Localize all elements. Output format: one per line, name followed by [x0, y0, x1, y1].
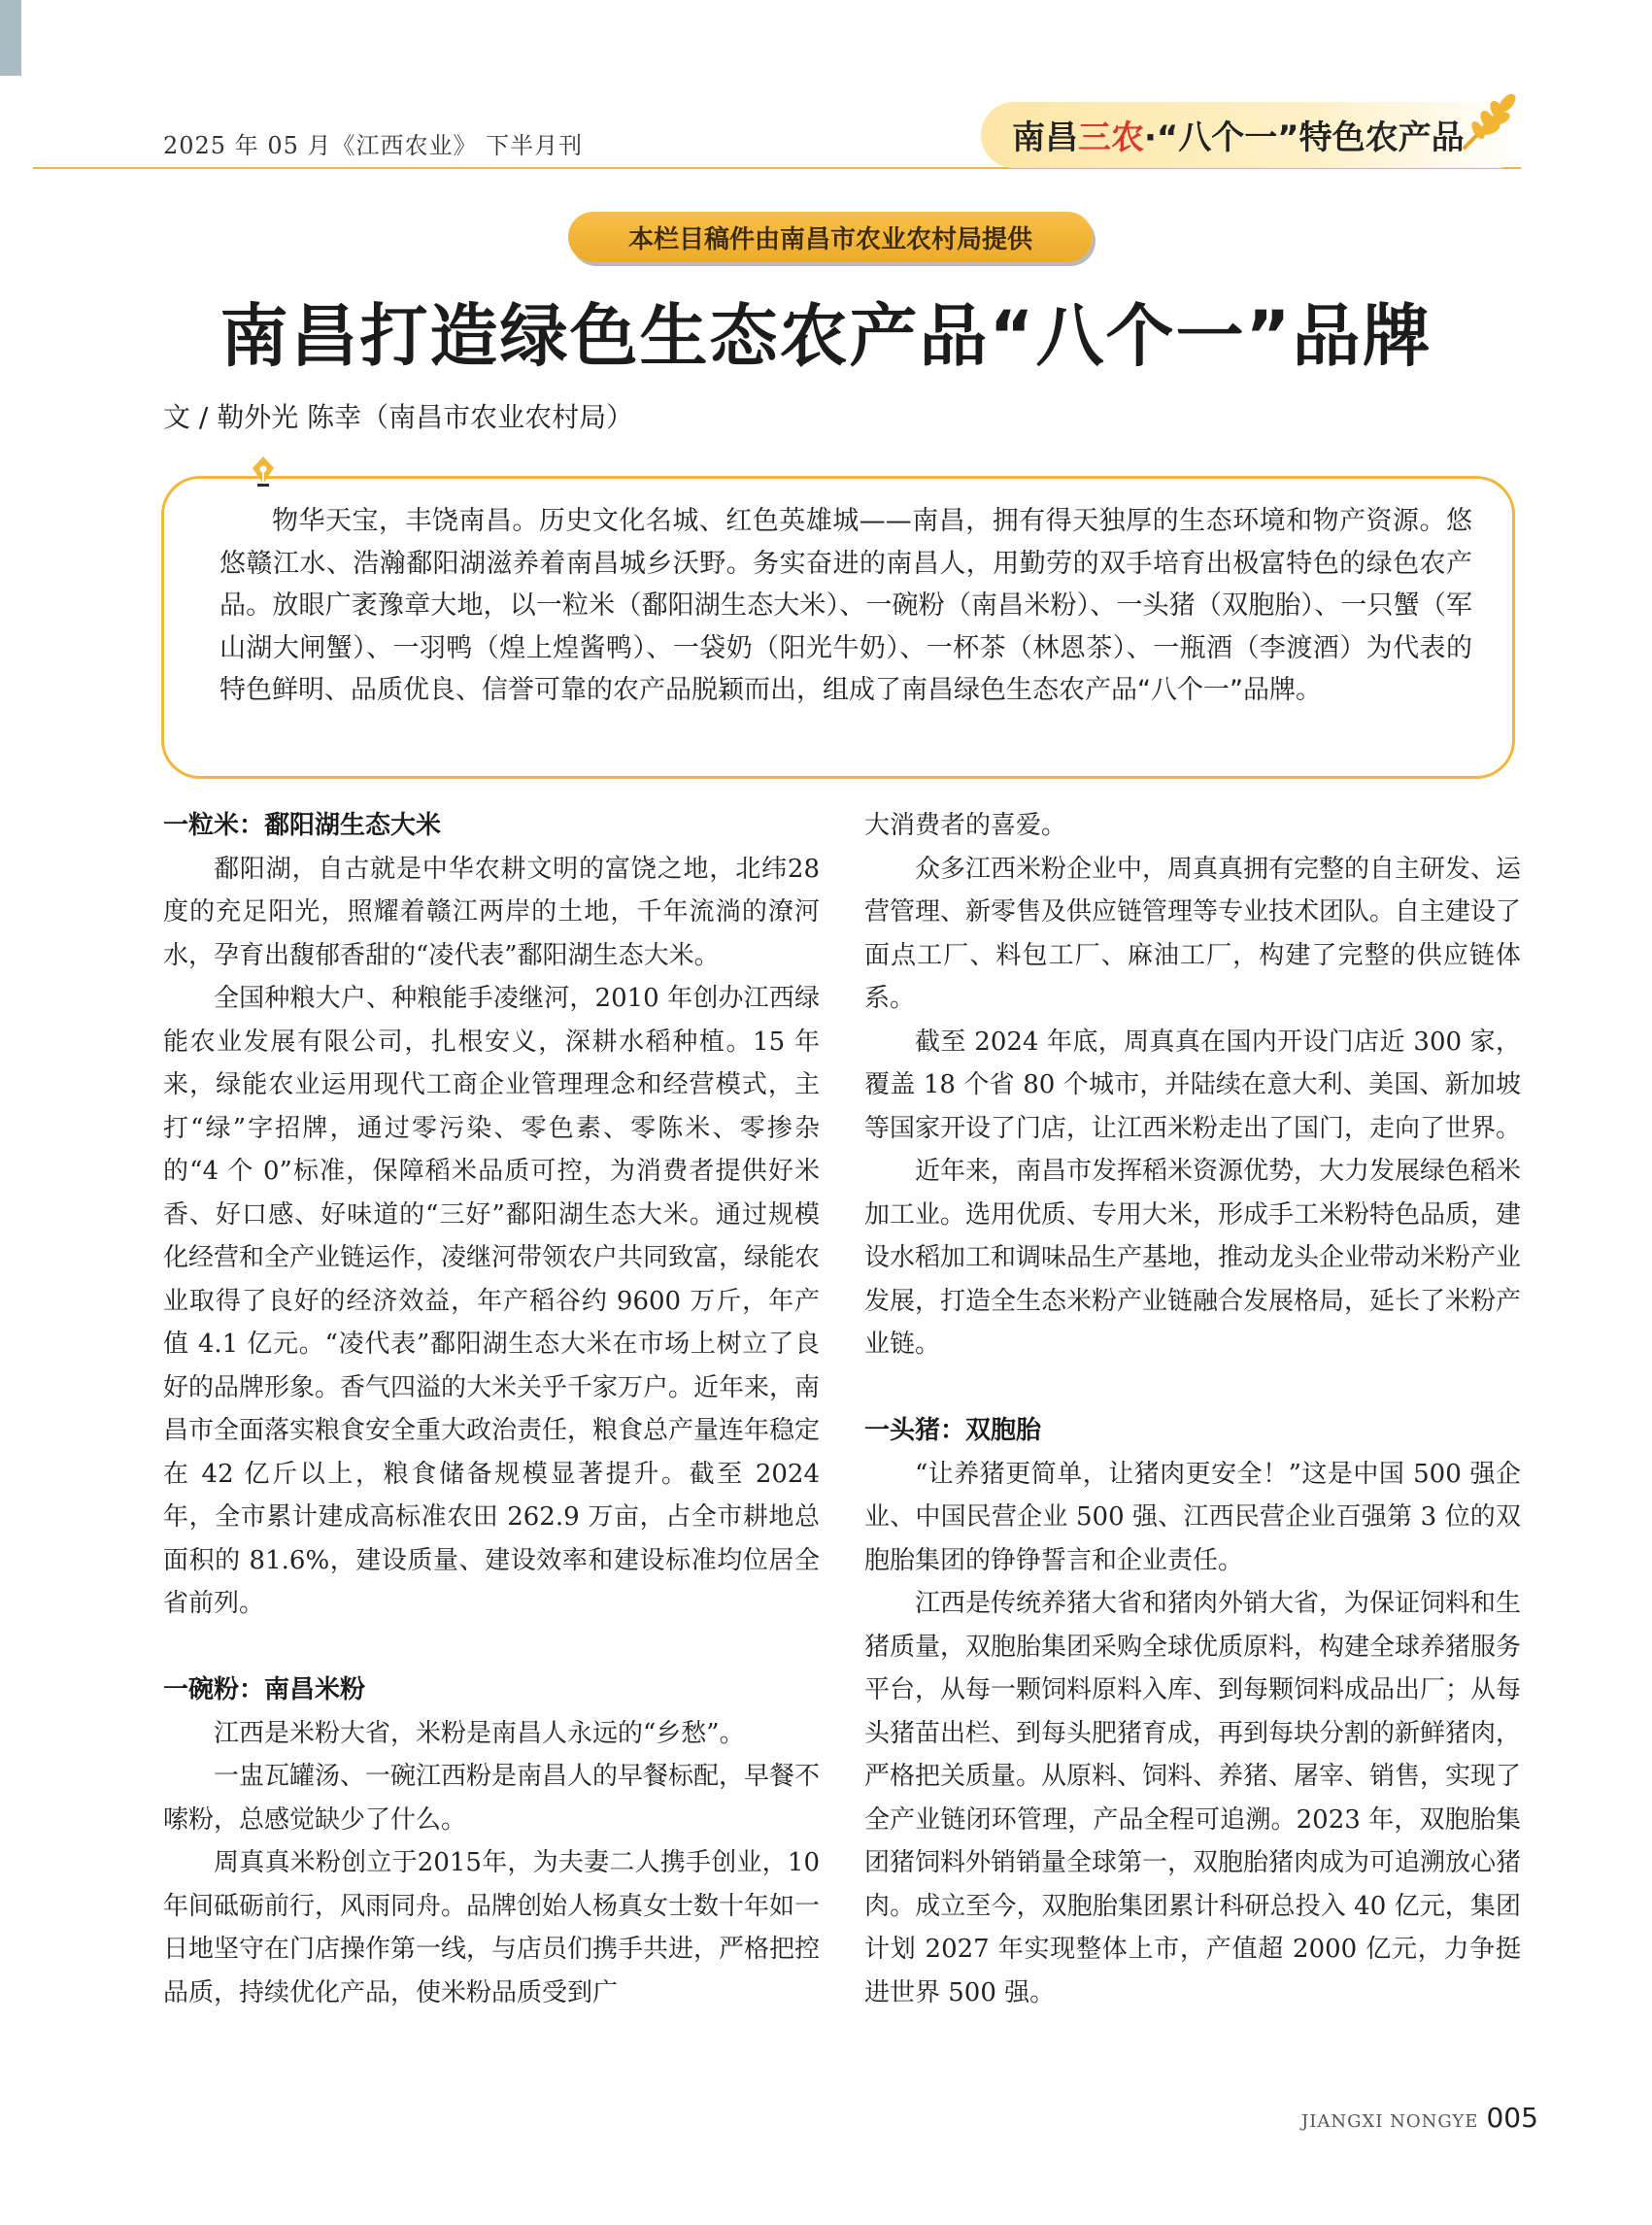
column-name-rest: ·“八个一”特色农产品 — [1144, 118, 1465, 157]
paragraph-continued: 大消费者的喜爱。 — [864, 811, 1067, 840]
section-heading-rice-noodle: 一碗粉：南昌米粉 — [163, 1675, 366, 1704]
byline: 文 / 勒外光 陈幸（南昌市农业农村局） — [163, 401, 634, 433]
column-name-prefix: 南昌 — [1012, 118, 1078, 157]
left-column — [163, 804, 820, 2014]
column-name — [1012, 111, 1465, 158]
article-title: 南昌打造绿色生态农产品“八个一”品牌 — [219, 296, 1433, 376]
paragraph: 全国种粮大户、种粮能手凌继河，2010 年创办江西绿能农业发展有限公司，扎根安义，深耕水稻种植。15 年来，绿能农业运用现代工商企业管理理念和经营模式，主打“绿”字招牌，通过零污染、零色素、零陈米、零掺杂的“4 个 0”标准，保障稻米品质可控，为消费者提供好米香、好口感、好味道的“三好”鄱阳湖生态大米。通过规模化经营和全产业链运作，凌继河带领农户共同致富，绿能农业取得了良好的经济效益，年产稻谷约 9600 万斤，年产值 4.1 亿元。“凌代表”鄱阳湖生态大米在市场上树立了良好的品牌形象。香气四溢的大米关乎千家万户。近年来，南昌市全面落实粮食安全重大政治责任，粮食总产量连年稳定在 42 亿斤以上，粮食储备规模显著提升。截至 2024 年，全市累计建成高标准农田 262.9 万亩，占全市耕地总面积的 81.6%，建设质量、建设效率和建设标准均位居全省前列。 — [163, 984, 821, 1618]
right-column — [864, 804, 1521, 2014]
magazine-name: JIANGXI NONGYE — [1301, 2111, 1479, 2132]
paragraph: 一盅瓦罐汤、一碗江西粉是南昌人的早餐标配，早餐不嗦粉，总感觉缺少了什么。 — [163, 1762, 821, 1835]
paragraph: “让养猪更简单，让猪肉更安全！”这是中国 500 强企业、中国民营企业 500 强、江西民营企业百强第 3 位的双胞胎集团的铮铮誓言和企业责任。 — [864, 1459, 1521, 1575]
page-number: 005 — [1486, 2102, 1538, 2134]
wheat-icon — [1457, 89, 1525, 152]
issue-date: 2025 年 05 月《江西农业》 下半月刊 — [163, 132, 584, 159]
section-heading-pig: 一头猪：双胞胎 — [864, 1416, 1042, 1445]
corner-tab — [0, 0, 21, 76]
paragraph: 截至 2024 年底，周真真在国内开设门店近 300 家，覆盖 18 个省 80 个城市，并陆续在意大利、美国、新加坡等国家开设了门店，让江西米粉走出了国门，走向了世界。 — [864, 1027, 1522, 1143]
paragraph: 江西是米粉大省，米粉是南昌人永远的“乡愁”。 — [214, 1718, 745, 1748]
paragraph: 周真真米粉创立于2015年，为夫妻二人携手创业，10 年间砥砺前行，风雨同舟。品牌创始人杨真女士数十年如一日地坚守在门店操作第一线，与店员们携手共进，严格把控品质，持续优化产品，使米粉品质受到广 — [163, 1848, 821, 2007]
paragraph: 江西是传统养猪大省和猪肉外销大省，为保证饲料和生猪质量，双胞胎集团采购全球优质原料，构建全球养猪服务平台，从每一颗饲料原料入库、到每颗饲料成品出厂；从每头猪苗出栏、到每头肥猪育成，再到每块分割的新鲜猪肉，严格把关质量。从原料、饲料、养猪、屠宰、销售，实现了全产业链闭环管理，产品全程可追溯。2023 年，双胞胎集团猪饲料外销销量全球第一，双胞胎猪肉成为可追溯放心猪肉。成立至今，双胞胎集团累计科研总投入 40 亿元，集团计划 2027 年实现整体上市，产值超 2000 亿元，力争挺进世界 500 强。 — [864, 1589, 1522, 2007]
pen-nib-icon — [249, 455, 278, 488]
paragraph: 众多江西米粉企业中，周真真拥有完整的自主研发、运营管理、新零售及供应链管理等专业技术团队。自主建设了面点工厂、料包工厂、麻油工厂，构建了完整的供应链体系。 — [864, 854, 1522, 1013]
column-name-highlight: 三农 — [1078, 118, 1144, 157]
paragraph: 近年来，南昌市发挥稻米资源优势，大力发展绿色稻米加工业。选用优质、专用大米，形成手工米粉特色品质，建设水稻加工和调味品生产基地，推动龙头企业带动米粉产业发展，打造全生态米粉产业链融合发展格局，延长了米粉产业链。 — [864, 1157, 1522, 1359]
paragraph: 鄱阳湖，自古就是中华农耕文明的富饶之地，北纬28度的充足阳光，照耀着赣江两岸的土地，千年流淌的潦河水，孕育出馥郁香甜的“凌代表”鄱阳湖生态大米。 — [163, 854, 820, 970]
section-heading-rice: 一粒米：鄱阳湖生态大米 — [163, 811, 442, 840]
source-banner: 本栏目稿件由南昌市农业农村局提供 — [568, 212, 1093, 262]
page-footer — [1301, 2102, 1538, 2134]
intro-text: 物华天宝，丰饶南昌。历史文化名城、红色英雄城——南昌，拥有得天独厚的生态环境和物产资源。悠悠赣江水、浩瀚鄱阳湖滋养着南昌城乡沃野。务实奋进的南昌人，用勤劳的双手培育出极富特色的绿色农产品。放眼广袤豫章大地，以一粒米（鄱阳湖生态大米）、一碗粉（南昌米粉）、一头猪（双胞胎）、一只蟹（军山湖大闸蟹）、一羽鸭（煌上煌酱鸭）、一袋奶（阳光牛奶）、一杯茶（林恩茶）、一瓶酒（李渡酒）为代表的特色鲜明、品质优良、信誉可靠的农产品脱颖而出，组成了南昌绿色生态农产品“八个一”品牌。 — [219, 506, 1472, 705]
